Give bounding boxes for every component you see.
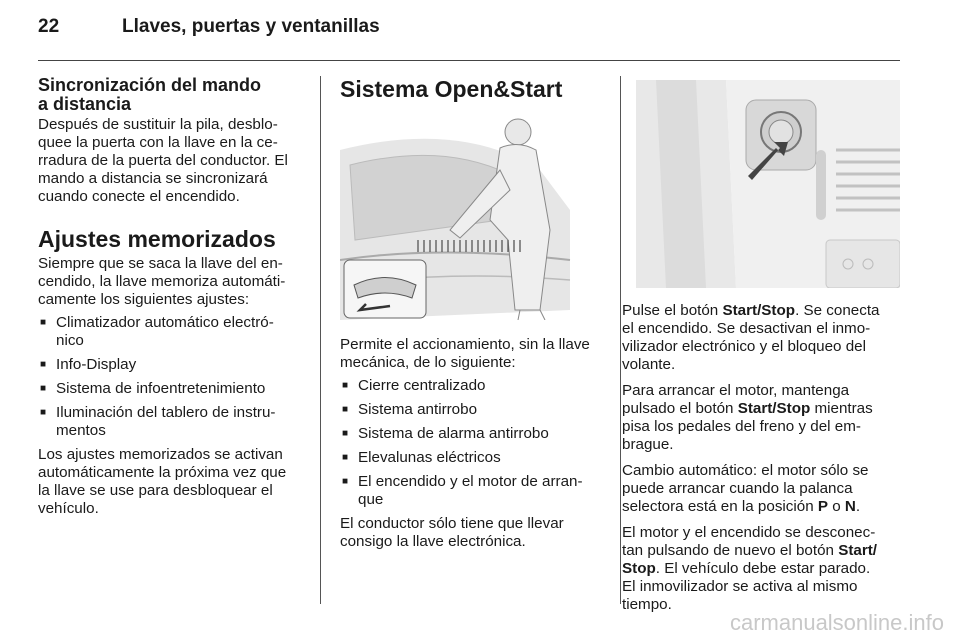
list-item: ■ Elevalunas eléctricos (340, 449, 612, 467)
section-heading-openstart: Sistema Open&Start (340, 76, 563, 102)
header-rule (38, 60, 900, 61)
start-stop-button-illustration (636, 80, 900, 288)
list-item: ■ Cierre centralizado (340, 377, 612, 395)
list-item: ■ Sistema de alarma antirrobo (340, 425, 612, 443)
paragraph-sync: Después de sustituir la pila, desblo- quee la puerta con la llave en la ce- rradura de la puerta del conductor. El mando a distancia se sincronizará cuando conecte el encendido. (38, 116, 288, 205)
section-heading-sync: Sincronización del mando a distancia (38, 75, 262, 114)
section-heading-memory: Ajustes memorizados (38, 226, 276, 252)
paragraph-openstart: Permite el accionamiento, sin la llave mecánica, de lo siguiente: (340, 336, 590, 371)
page-header (38, 10, 918, 50)
paragraph-automatic: Cambio automático: el motor sólo se puede arrancar cuando la palanca selectora está en la posición P o N. (622, 462, 869, 515)
paragraph-engine-start: Para arrancar el motor, mantenga pulsado el botón Start/Stop mientras pisa los pedales del freno y del em- brague. (622, 382, 873, 453)
openstart-list (340, 377, 612, 509)
list-item: ■ Iluminación del tablero de instru- mentos (38, 404, 310, 440)
list-item: ■ El encendido y el motor de arran- que (340, 473, 612, 509)
list-item: ■ Sistema de infoentretenimiento (38, 380, 310, 398)
column-2-text (340, 336, 612, 551)
paragraph-engine-stop: El motor y el encendido se desconec- tan pulsando de nuevo el botón Start/ Stop. El vehículo debe estar parado. El inmovilizador se activa al mismo tiempo. (622, 524, 878, 613)
column-divider-1 (320, 76, 321, 604)
memory-list (38, 314, 310, 440)
paragraph-activation: Los ajustes memorizados se activan automáticamente la próxima vez que la llave se use para desbloquear el vehículo. (38, 446, 287, 517)
list-item: ■ Info-Display (38, 356, 310, 374)
column-2 (340, 76, 612, 103)
list-item: ■ Sistema antirrobo (340, 401, 612, 419)
column-3 (622, 302, 904, 614)
page-number: 22 (38, 16, 60, 37)
paragraph-memory: Siempre que se saca la llave del en- cendido, la llave memoriza automáti- camente los siguientes ajustes: (38, 255, 286, 308)
car-door-illustration (340, 110, 612, 320)
column-1 (38, 76, 310, 518)
column-divider-2 (620, 76, 621, 604)
paragraph-driver: El conductor sólo tiene que llevar consigo la llave electrónica. (340, 515, 564, 550)
list-item: ■ Climatizador automático electró- nico (38, 314, 310, 350)
watermark: carmanualsonline.info (729, 610, 944, 635)
page-title: Llaves, puertas y ventanillas (122, 16, 380, 37)
paragraph-start-stop: Pulse el botón Start/Stop. Se conecta el encendido. Se desactivan el inmo- vilizador electrónico y el bloqueo del volante. (622, 302, 880, 373)
